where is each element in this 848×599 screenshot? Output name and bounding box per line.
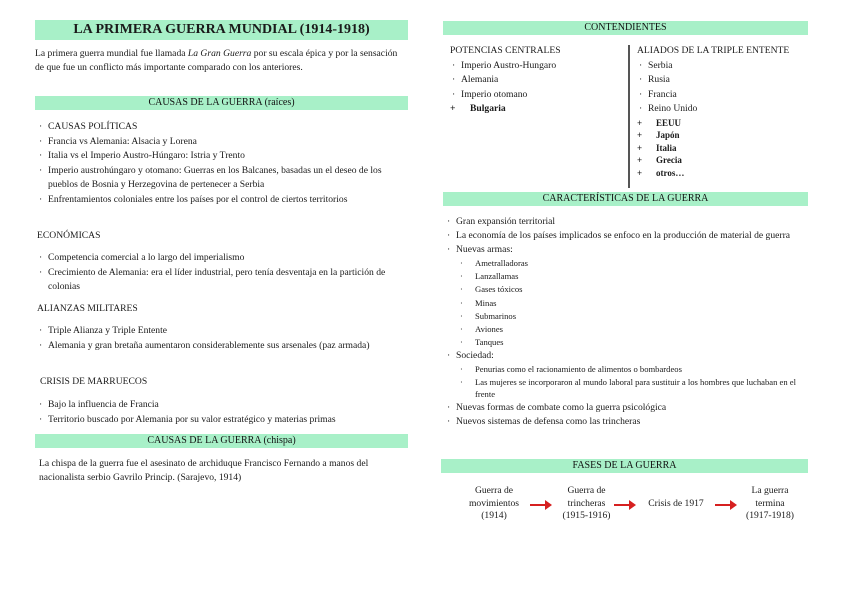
fases-header: FASES DE LA GUERRA [441, 459, 808, 473]
intro-paragraph [35, 47, 408, 74]
list-item: · Reino Unido [637, 102, 817, 117]
arrow-icon [530, 504, 550, 506]
aliados-heading: ALIADOS DE LA TRIPLE ENTENTE [637, 45, 790, 56]
list-item: · Alemania y gran bretaña aumentaron considerablemente sus arsenales (paz armada) [37, 339, 409, 354]
list-item: + EEUU [637, 117, 817, 130]
list-item: + Japón [637, 129, 817, 142]
list-item: + Italia [637, 142, 817, 155]
causes-spark-text: La chispa de la guerra fue el asesinato de archiduque Francisco Fernando a manos del nacionalista serbio Gavrilo Princip. (Sarajevo, 1914) [39, 458, 369, 483]
list-item: · Gran expansión territorial [445, 215, 810, 229]
economicas-heading: ECONÓMICAS [37, 230, 101, 241]
intro-suffix: por su escala épica y por la sensación de que fue un conflicto más importante comparado con los anteriores. [35, 48, 398, 73]
caracteristicas-list [445, 215, 810, 429]
phase-label: trincheras [567, 497, 606, 509]
list-item: · Gases tóxicos [445, 283, 810, 296]
list-item: · Crecimiento de Alemania: era el líder industrial, pero tenía desventaja en la partición de colonias [37, 266, 409, 295]
phase-label: Guerra de [567, 485, 606, 496]
list-item: · Nuevas armas: [445, 243, 810, 257]
list-item: · Francia vs Alemania: Alsacia y Lorena [37, 135, 409, 150]
marruecos-heading: CRISIS DE MARRUECOS [40, 376, 148, 387]
list-item: · Penurias como el racionamiento de alimentos o bombardeos [445, 363, 806, 376]
list-item: · Triple Alianza y Triple Entente [37, 324, 409, 339]
politicas-heading: · CAUSAS POLÍTICAS [37, 120, 409, 135]
list-item: · Alemania [450, 73, 625, 88]
page-title: LA PRIMERA GUERRA MUNDIAL (1914-1918) [35, 20, 408, 40]
phase-label: La guerra [751, 485, 789, 496]
caracteristicas-header: CARACTERÍSTICAS DE LA GUERRA [443, 192, 808, 206]
list-item: · Competencia comercial a lo largo del imperialismo [37, 251, 409, 266]
phase-label: Crisis de 1917 [648, 498, 704, 509]
aliados-entente [637, 44, 817, 179]
potencias-centrales [450, 44, 625, 117]
phase-dates: (1914) [481, 510, 507, 521]
intro-italic: La Gran Guerra [187, 48, 252, 59]
list-item: · Bajo la influencia de Francia [37, 398, 409, 413]
phase-dates: (1915-1916) [562, 510, 611, 521]
phase-label: termina [755, 497, 785, 509]
phase-crisis-1917 [638, 498, 714, 511]
list-item: · Lanzallamas [445, 270, 810, 283]
list-item: · Enfrentamientos coloniales entre los países por el control de ciertos territorios [37, 193, 409, 208]
phase-termina [732, 485, 808, 523]
column-divider [628, 45, 630, 188]
list-item: · La economía de los países implicados se enfoco en la producción de material de guerra [445, 229, 810, 243]
phase-movimientos [455, 485, 533, 523]
arrow-icon [614, 504, 634, 506]
list-item: · Francia [637, 88, 817, 103]
list-item: · Italia vs el Imperio Austro-Húngaro: Istria y Trento [37, 149, 409, 164]
list-item: + Bulgaria [450, 102, 625, 117]
phase-trincheras [549, 485, 624, 523]
causes-economicas [37, 251, 409, 295]
phase-label: Guerra de [474, 485, 514, 496]
alianzas-heading: ALIANZAS MILITARES [37, 303, 138, 314]
causes-roots-header: CAUSAS DE LA GUERRA (raíces) [35, 96, 408, 110]
phase-label: movimientos [468, 497, 520, 509]
causes-alianzas [37, 324, 409, 353]
phase-dates: (1917-1918) [746, 510, 794, 521]
list-item: · Aviones [445, 323, 810, 336]
list-item: + otros… [637, 167, 817, 180]
list-item: · Las mujeres se incorporaron al mundo laboral para sustituir a los hombres que luchaban en el frente [445, 376, 806, 401]
intro-prefix: La primera guerra mundial fue llamada [35, 48, 188, 59]
causes-politicas [37, 120, 409, 208]
list-item: · Minas [445, 297, 810, 310]
list-item: · Sociedad: [445, 349, 810, 363]
centrales-heading: POTENCIAS CENTRALES [450, 45, 561, 56]
list-item: · Submarinos [445, 310, 810, 323]
list-item: · Nuevos sistemas de defensa como las trincheras [445, 415, 810, 429]
list-item: · Rusia [637, 73, 817, 88]
list-item: · Serbia [637, 59, 817, 74]
list-item: · Tanques [445, 336, 810, 349]
causes-marruecos [37, 398, 409, 427]
contendientes-header: CONTENDIENTES [443, 21, 808, 35]
list-item: · Imperio austrohúngaro y otomano: Guerras en los Balcanes, basadas un el deseo de los pueblos de Bosnia y Herzegovina de pertenecer a Serbia [37, 164, 409, 193]
list-item: · Ametralladoras [445, 257, 810, 270]
causes-spark-header: CAUSAS DE LA GUERRA (chispa) [35, 434, 408, 448]
list-item: · Imperio otomano [450, 88, 625, 103]
list-item: · Imperio Austro-Hungaro [450, 59, 625, 74]
list-item: · Nuevas formas de combate como la guerra psicológica [445, 401, 810, 415]
list-item: · Territorio buscado por Alemania por su valor estratégico y materias primas [37, 413, 409, 428]
list-item: + Grecia [637, 154, 817, 167]
